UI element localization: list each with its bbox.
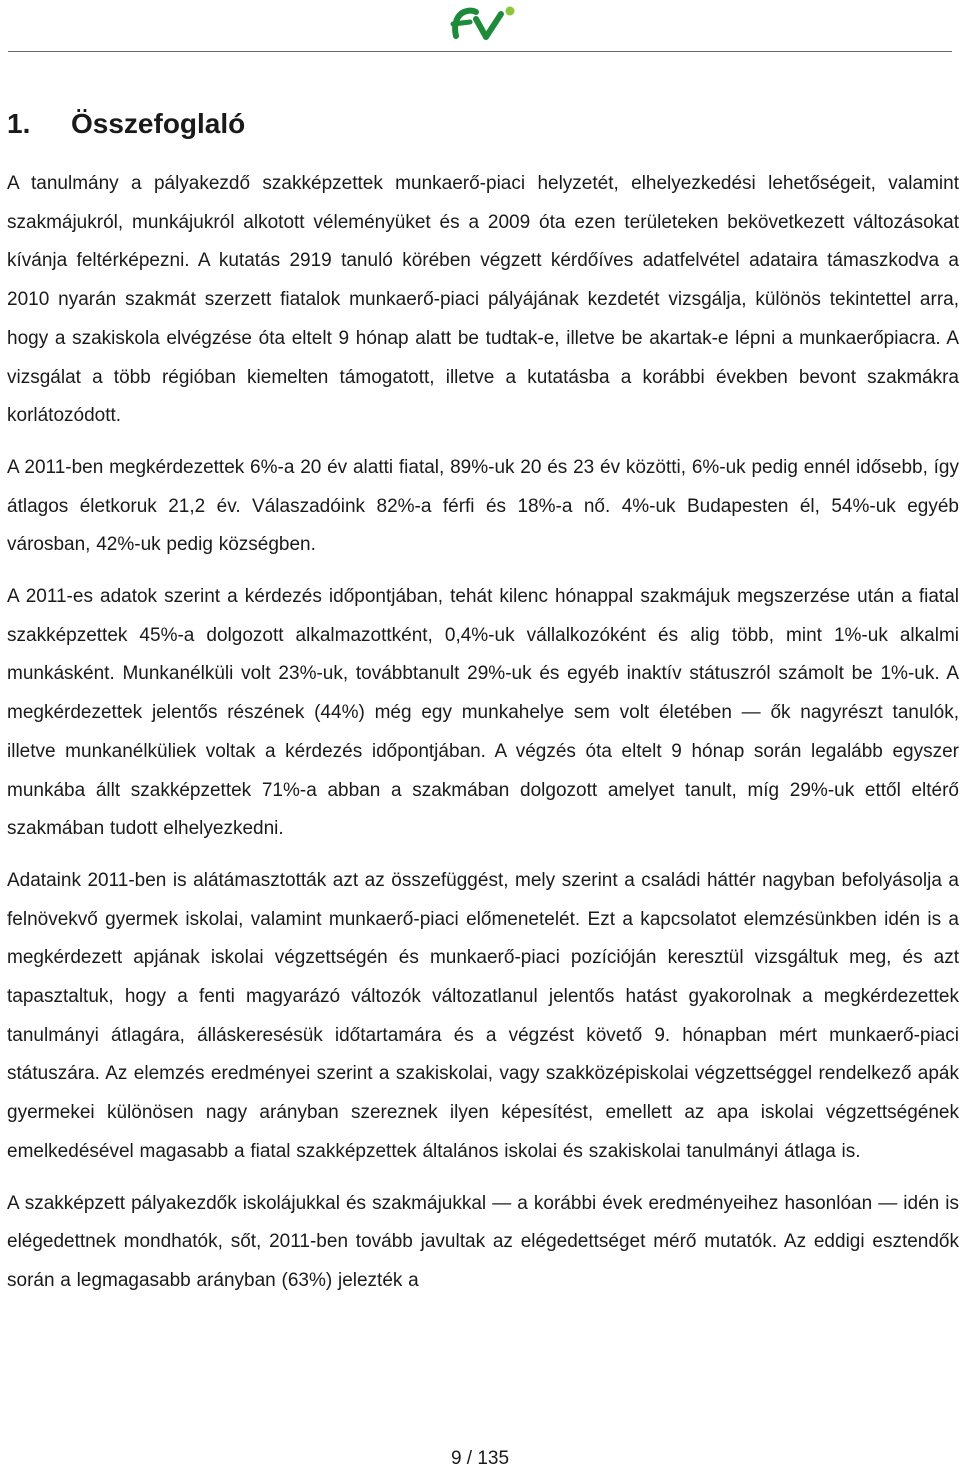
organization-logo [446,2,520,42]
paragraph-family-background: Adataink 2011-ben is alátámasztották azt az összefüggést, mely szerint a családi háttér nagyban befolyásolja a felnövekvő gyermek iskolai, valamint munkaerő-piaci előmenetelét. Ezt a kapcsolatot elemzésünkben idén is a megkérdezett apjának iskolai végzettségén és munkaerő-piaci pozícióján keresztül vizsgáltuk meg, és azt tapasztaltuk, hogy a fenti magyarázó változók változatlanul jelentős hatást gyakorolnak a megkérdezettek tanulmányi átlagára, álláskeresésük időtartamára és a végzést követő 9. hónapban mért munkaerő-piaci státuszára. Az elemzés eredményei szerint a szakiskolai, vagy szakközépiskolai végzettséggel rendelkező apák gyermekei különösen nagy arányban szereznek ilyen képesítést, emellett az apa iskolai végzettségének emelkedésével magasabb a fiatal szakképzettek általános iskolai és szakiskolai tanulmányi átlaga is. [7,869,959,1162]
paragraph-intro: A tanulmány a pályakezdő szakképzettek munkaerő-piaci helyzetét, elhelyezkedési lehetőségeit, valamint szakmájukról, munkájukról alkotott véleményüket és a 2009 óta ezen területeken bekövetkezett változásokat kívánja feltérképezni. A kutatás 2919 tanuló körében végzett kérdőíves adatfelvétel adataira támaszkodva a 2010 nyarán szakmát szerzett fiatalok munkaerő-piaci pályájának kezdetét vizsgálja, különös tekintettel arra, hogy a szakiskola elvégzése óta eltelt 9 hónap alatt be tudtak-e, illetve be akartak-e lépni a munkaerőpiacra. A vizsgálat a több régióban kiemelten támogatott, illetve a kutatásba a korábbi években bevont szakmákra korlátozódott. [7,173,959,427]
header-divider [8,51,952,52]
paragraph-demographics: A 2011-ben megkérdezettek 6%-a 20 év alatti fiatal, 89%-uk 20 és 23 év közötti, 6%-uk pedig ennél idősebb, így átlagos életkoruk 21,2 év. Válaszadóink 82%-a férfi és 18%-a nő. 4%-uk Budapesten él, 54%-uk egyéb városban, 42%-uk pedig községben. [7,456,959,556]
section-number: 1. [7,108,31,139]
section-title: Összefoglaló [71,108,246,139]
section-heading [7,98,959,150]
page-number: 9 / 135 [450,1448,510,1469]
paragraph-employment: A 2011-es adatok szerint a kérdezés időpontjában, tehát kilenc hónappal szakmájuk megszerzése után a fiatal szakképzettek 45%-a dolgozott alkalmazottként, 0,4%-uk vállalkozóként és alig több, mint 1%-uk alkalmi munkásként. Munkanélküli volt 23%-uk, továbbtanult 29%-uk és egyéb inaktív státuszról számolt be 1%-uk. A megkérdezettek jelentős részének (44%) még egy munkahelye sem volt életében — ők nagyrészt tanulók, illetve munkanélküliek voltak a kérdezés időpontjában. A végzés óta eltelt 9 hónap során legalább egyszer munkába állt szakképzettek 71%-a abban a szakmában dolgozott amelyet tanult, míg 29%-uk ettől eltérő szakmában tudott elhelyezkedni. [7,586,959,840]
paragraph-satisfaction: A szakképzett pályakezdők iskolájukkal és szakmájukkal — a korábbi évek eredményeihez hasonlóan — idén is elégedettnek mondhatók, sőt, 2011-ben tovább javultak az elégedettséget mérő mutatók. Az eddigi esztendők során a legmagasabb arányban (63%) jelezték a [7,1192,959,1291]
page-header [0,0,960,54]
document-body [7,98,959,1314]
fv-logo-icon [446,2,520,42]
